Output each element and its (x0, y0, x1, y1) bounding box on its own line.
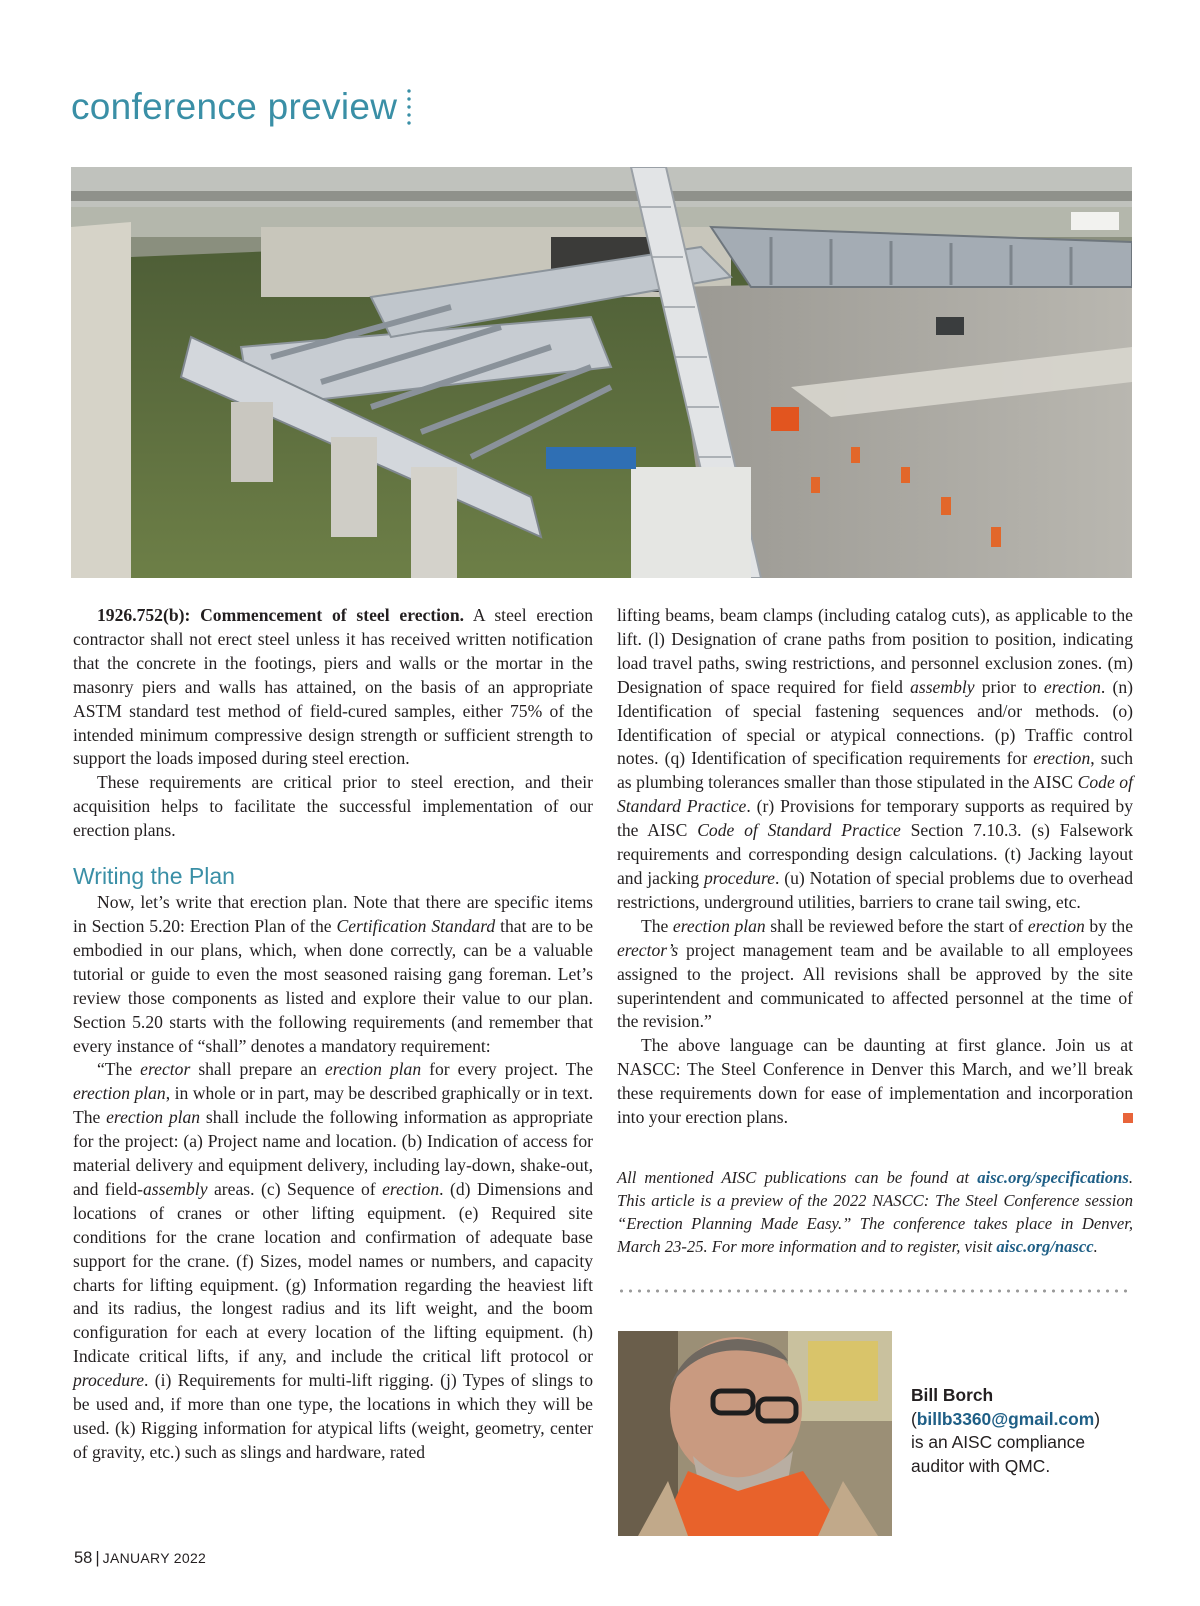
page-footer (74, 1549, 206, 1568)
hero-photo (71, 167, 1132, 578)
dotted-divider (617, 1289, 1133, 1293)
text-run: The above language can be daunting at first glance. Join us at NASCC: The Steel Conference in Denver this March, and we’ll break these requirements down for ease of implementation and incorporation into your erection plans. (617, 1035, 1133, 1128)
text-run: project management team and be available to all employees assigned to the project. All revisions shall be approved by the site superintendent and communicated to affected personnel at the time of the revision.” (617, 939, 1133, 1032)
italic-run: Code of Standard Practice (617, 772, 1133, 817)
footer-separator: | (95, 1549, 100, 1567)
link-aisc-specifications[interactable]: aisc.org/specifications (977, 1167, 1129, 1187)
text-run: “The (97, 1059, 141, 1080)
author-photo (618, 1331, 892, 1536)
page-number: 58 (74, 1549, 93, 1567)
author-bio (911, 1384, 1141, 1478)
text-run: areas. (c) Sequence of (207, 1178, 383, 1199)
text-run: for every project. The (421, 1059, 594, 1080)
paragraph-write-plan (73, 891, 593, 1058)
section-label (71, 86, 411, 128)
text-run: . (n) Identification of special fastening sequences and/or methods. (o) Identification of special or atypical connections. (p) Traffic control notes. (q) Identification of specification requirements for (617, 676, 1133, 769)
subhead-writing-the-plan: Writing the Plan (73, 863, 235, 890)
text-run: shall include the following information as appropriate for the project: (a) Project name and location. (b) Indication of access for material delivery and equipment delivery, including lay-down, shake-out, and field- (73, 1107, 593, 1199)
italic-run: erection (382, 1178, 440, 1199)
paragraph-closing (617, 1034, 1133, 1130)
text-run: prior to (974, 676, 1044, 697)
text-run: that are to be embodied in our plans, which, when done correctly, can be a valuable tutorial or guide to even the most seasoned raising gang foreman. Let’s review those components as listed and explore their value to our plan. Section 5.20 starts with the following requirements (and remember that every instance of “shall” denotes a mandatory requirement: (73, 915, 593, 1056)
text-run: by the (1084, 915, 1133, 936)
text-run: The (641, 915, 673, 936)
section-label-text: conference preview (71, 86, 398, 127)
text-run: , in whole or in part, may be described graphically or in text. The (73, 1083, 593, 1128)
italic-run: erector’s (617, 939, 679, 960)
text-run: shall prepare an (190, 1059, 325, 1080)
section-dots-divider (407, 87, 411, 127)
italic-run: Code of Standard Practice (697, 820, 901, 841)
left-text-column (73, 604, 593, 1465)
italic-run: erection plan (672, 915, 766, 936)
regulation-heading: 1926.752(b): Commencement of steel erection. (97, 605, 465, 625)
author-email-link[interactable]: billb3360@gmail.com (916, 1408, 1095, 1429)
text-run: . (d) Dimensions and locations of cranes or other lifting equipment. (e) Required site conditions for the crane location and confirmation of adequate base support for the crane. (f) Sizes, model names or numbers, and capacity charts for lifting equipment. (g) Information regarding the heaviest lift and its radius, the longest radius and its lift weight, and the boom configuration for each at every location of the lifting equipment. (h) Indicate critical lifts, if any, and include the critical lift protocol or (73, 1178, 593, 1367)
steel-bridge-erection-photo (71, 167, 1132, 578)
italic-run: erection plan (73, 1083, 166, 1104)
paren: ) (1094, 1408, 1100, 1429)
text-run: lifting beams, beam clamps (including catalog cuts), as applicable to the lift. (l) Designation of crane paths from position to position, indicating load travel paths, swing restrictions, and personnel exclusion zones. (m) Designation of space required for field (617, 605, 1133, 697)
italic-run: erection (1043, 676, 1101, 697)
italic-run: erection plan (106, 1107, 201, 1128)
author-description: is an AISC compliance auditor with QMC. (911, 1432, 1085, 1476)
paragraph-quote-start (73, 1058, 593, 1464)
link-aisc-nascc[interactable]: aisc.org/nascc (996, 1236, 1094, 1256)
italic-run: erection (1033, 748, 1091, 769)
italic-run: Certification Standard (336, 915, 496, 936)
italic-run: procedure (73, 1370, 145, 1391)
author-name: Bill Borch (911, 1385, 994, 1405)
text-run: . This article is a preview of the 2022 NASCC: The Steel Conference session “Erection Planning Made Easy.” The conference takes place in Denver, March 23-25. For more information and to register, visit (617, 1167, 1133, 1256)
italic-run: erector (140, 1059, 191, 1080)
issue-date: JANUARY 2022 (102, 1550, 207, 1566)
text-run: . (u) Notation of special problems due to overhead restrictions, underground utilities, barriers to crane tail swing, etc. (617, 867, 1134, 912)
regulation-text: A steel erection contractor shall not erect steel unless it has received written notification that the concrete in the footings, piers and walls or the mortar in the masonry piers and walls has attained, on the basis of an appropriate ASTM standard test method of field-cured samples, either 75% of the intended minimum compressive design strength or sufficient strength to support the loads imposed during steel erection. (73, 605, 594, 769)
paragraph-requirements: These requirements are critical prior to steel erection, and their acquisition helps to facilitate the successful implementation of our erection plans. (73, 772, 593, 841)
text-run: shall be reviewed before the start of (765, 915, 1028, 936)
text-run: , such as plumbing tolerances smaller than those stipulated in the AISC (617, 748, 1134, 793)
italic-run: assembly (910, 676, 975, 697)
text-run: . (r) Provisions for temporary supports as required by the AISC (617, 796, 1133, 841)
author-portrait-image (618, 1331, 892, 1536)
author-email-line (911, 1408, 1141, 1432)
italic-run: procedure (703, 867, 775, 888)
publication-note (617, 1166, 1133, 1258)
end-of-article-mark (1123, 1113, 1133, 1123)
italic-run: erection plan (324, 1059, 422, 1080)
text-run: . (1093, 1236, 1098, 1256)
text-run: All mentioned AISC publications can be found at (617, 1167, 978, 1187)
paragraph-quote-continued (617, 604, 1133, 915)
text-run: Now, let’s write that erection plan. Note that there are specific items in Section 5.20: Erection Plan of the (73, 892, 593, 936)
text-run: Section 7.10.3. (s) Falsework requirements and corresponding design calculations. (t) Jacking layout and jacking (617, 820, 1133, 888)
right-text-column (617, 604, 1133, 1258)
paragraph-review (617, 915, 1133, 1035)
italic-run: erection (1027, 915, 1085, 936)
paragraph-commencement (73, 604, 593, 771)
paren: ( (911, 1408, 917, 1429)
italic-run: assembly (143, 1178, 208, 1199)
text-run: . (i) Requirements for multi-lift rigging. (j) Types of slings to be used and, if more than one type, the locations in which they will be used. (k) Rigging information for atypical lifts (weight, geometry, center of gravity, etc.) such as slings and hardware, rated (73, 1370, 593, 1462)
